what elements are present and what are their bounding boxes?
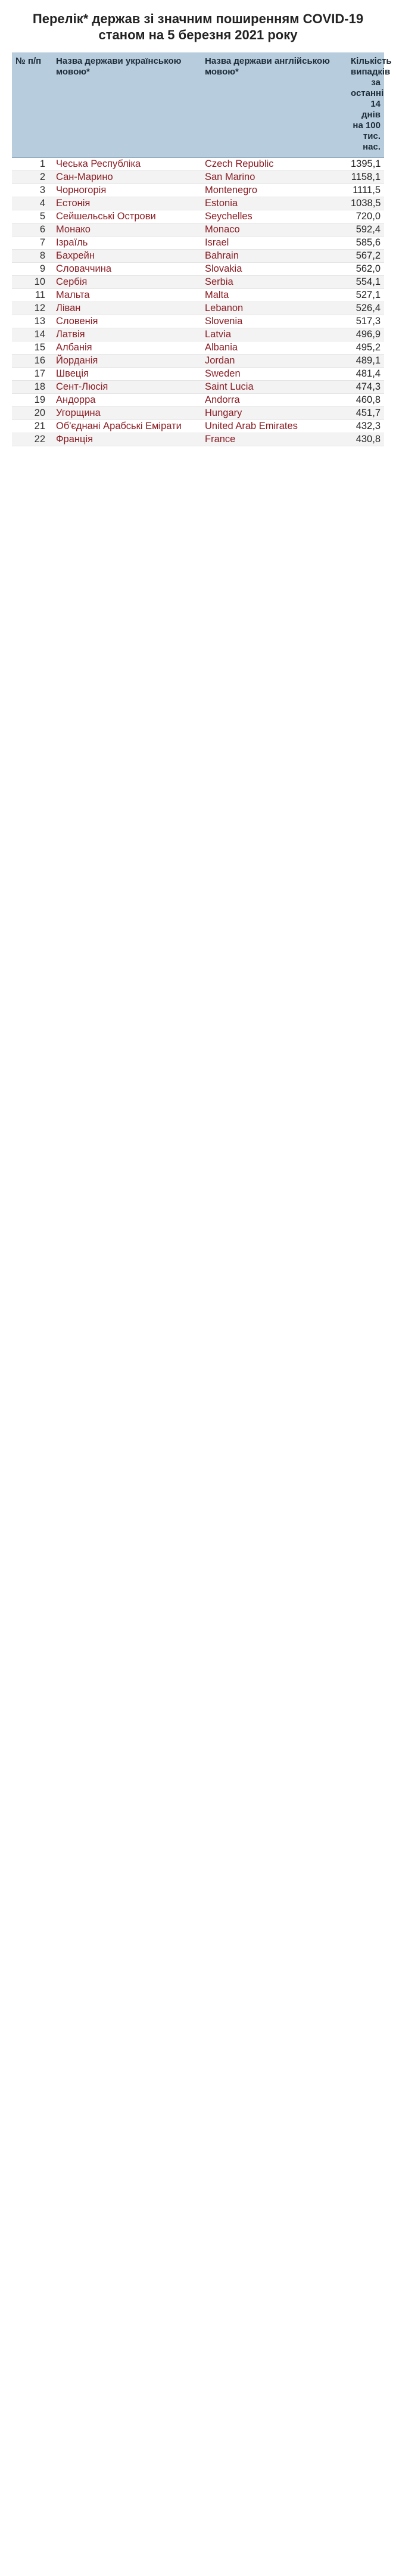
country-name-english: Sweden: [201, 368, 347, 381]
country-name-english: Serbia: [201, 276, 347, 289]
row-number: 2: [12, 171, 52, 184]
row-number: 9: [12, 263, 52, 276]
document-page: [0, 0, 396, 464]
header-cases-per-100k: Кількість випадків за останні 14 днів на 100 тис. нас.: [347, 52, 384, 158]
country-name-english: Slovakia: [201, 263, 347, 276]
cases-per-100k: 460,8: [347, 394, 384, 407]
cases-per-100k: 585,6: [347, 237, 384, 250]
cases-per-100k: 430,8: [347, 433, 384, 446]
countries-table: [12, 52, 392, 446]
table-row: [12, 184, 384, 197]
table-row: [12, 197, 384, 210]
country-name-english: Seychelles: [201, 210, 347, 223]
country-name-english: Malta: [201, 289, 347, 302]
table-row: [12, 223, 384, 237]
country-name-ukrainian: Об'єднані Арабські Емірати: [52, 420, 201, 433]
country-name-ukrainian: Словаччина: [52, 263, 201, 276]
country-name-ukrainian: Сербія: [52, 276, 201, 289]
header-number: № п/п: [12, 52, 52, 158]
table-row: [12, 289, 384, 302]
table-row: [12, 237, 384, 250]
cases-per-100k: 1158,1: [347, 171, 384, 184]
country-name-english: Monaco: [201, 223, 347, 237]
country-name-english: Latvia: [201, 328, 347, 341]
row-number: 3: [12, 184, 52, 197]
cases-per-100k: 496,9: [347, 328, 384, 341]
table-row: [12, 433, 384, 446]
row-number: 14: [12, 328, 52, 341]
country-name-ukrainian: Сан-Марино: [52, 171, 201, 184]
cases-per-100k: 432,3: [347, 420, 384, 433]
table-row: [12, 158, 384, 171]
country-name-english: San Marino: [201, 171, 347, 184]
country-name-ukrainian: Ізраїль: [52, 237, 201, 250]
cases-per-100k: 481,4: [347, 368, 384, 381]
country-name-english: Andorra: [201, 394, 347, 407]
table-row: [12, 210, 384, 223]
cases-per-100k: 592,4: [347, 223, 384, 237]
country-name-ukrainian: Чеська Республіка: [52, 158, 201, 171]
country-name-english: Albania: [201, 341, 347, 355]
row-number: 4: [12, 197, 52, 210]
country-name-ukrainian: Йорданія: [52, 355, 201, 368]
row-number: 19: [12, 394, 52, 407]
row-number: 5: [12, 210, 52, 223]
table-row: [12, 341, 384, 355]
country-name-english: Israel: [201, 237, 347, 250]
table-row: [12, 171, 384, 184]
row-number: 15: [12, 341, 52, 355]
table-body: [12, 158, 384, 446]
table-header: [12, 52, 392, 158]
country-name-english: United Arab Emirates: [201, 420, 347, 433]
cases-per-100k: 562,0: [347, 263, 384, 276]
country-name-english: Jordan: [201, 355, 347, 368]
cases-per-100k: 474,3: [347, 381, 384, 394]
country-name-english: Lebanon: [201, 302, 347, 315]
row-number: 8: [12, 250, 52, 263]
document-title: [12, 11, 384, 43]
header-name-english: Назва держави англійською мовою*: [201, 52, 347, 158]
cases-per-100k: 1038,5: [347, 197, 384, 210]
row-number: 7: [12, 237, 52, 250]
row-number: 20: [12, 407, 52, 420]
row-number: 21: [12, 420, 52, 433]
table-row: [12, 276, 384, 289]
row-number: 6: [12, 223, 52, 237]
table-row: [12, 394, 384, 407]
header-name-ukrainian: Назва держави українською мовою*: [52, 52, 201, 158]
row-number: 17: [12, 368, 52, 381]
country-name-ukrainian: Ліван: [52, 302, 201, 315]
country-name-ukrainian: Швеція: [52, 368, 201, 381]
cases-per-100k: 495,2: [347, 341, 384, 355]
country-name-ukrainian: Албанія: [52, 341, 201, 355]
table-row: [12, 263, 384, 276]
country-name-english: Saint Lucia: [201, 381, 347, 394]
country-name-english: Montenegro: [201, 184, 347, 197]
cases-per-100k: 517,3: [347, 315, 384, 328]
row-number: 12: [12, 302, 52, 315]
country-name-english: France: [201, 433, 347, 446]
table-row: [12, 407, 384, 420]
cases-per-100k: 1111,5: [347, 184, 384, 197]
country-name-english: Estonia: [201, 197, 347, 210]
country-name-ukrainian: Андорра: [52, 394, 201, 407]
country-name-ukrainian: Естонія: [52, 197, 201, 210]
title-line-2: станом на 5 березня 2021 року: [98, 27, 298, 42]
cases-per-100k: 554,1: [347, 276, 384, 289]
table-row: [12, 315, 384, 328]
row-number: 16: [12, 355, 52, 368]
row-number: 11: [12, 289, 52, 302]
country-name-ukrainian: Сейшельські Острови: [52, 210, 201, 223]
country-name-english: Bahrain: [201, 250, 347, 263]
cases-per-100k: 567,2: [347, 250, 384, 263]
row-number: 22: [12, 433, 52, 446]
table-row: [12, 368, 384, 381]
cases-per-100k: 489,1: [347, 355, 384, 368]
country-name-english: Czech Republic: [201, 158, 347, 171]
country-name-english: Hungary: [201, 407, 347, 420]
country-name-ukrainian: Франція: [52, 433, 201, 446]
row-number: 10: [12, 276, 52, 289]
country-name-ukrainian: Чорногорія: [52, 184, 201, 197]
country-name-english: Slovenia: [201, 315, 347, 328]
row-number: 13: [12, 315, 52, 328]
country-name-ukrainian: Мальта: [52, 289, 201, 302]
table-row: [12, 328, 384, 341]
table-row: [12, 355, 384, 368]
table-row: [12, 250, 384, 263]
country-name-ukrainian: Латвія: [52, 328, 201, 341]
country-name-ukrainian: Словенія: [52, 315, 201, 328]
cases-per-100k: 527,1: [347, 289, 384, 302]
cases-per-100k: 720,0: [347, 210, 384, 223]
table-row: [12, 302, 384, 315]
country-name-ukrainian: Монако: [52, 223, 201, 237]
row-number: 18: [12, 381, 52, 394]
country-name-ukrainian: Бахрейн: [52, 250, 201, 263]
title-line-1: Перелік* держав зі значним поширенням COVID-19: [32, 11, 364, 26]
country-name-ukrainian: Сент-Люсія: [52, 381, 201, 394]
row-number: 1: [12, 158, 52, 171]
table-row: [12, 381, 384, 394]
country-name-ukrainian: Угорщина: [52, 407, 201, 420]
cases-per-100k: 1395,1: [347, 158, 384, 171]
cases-per-100k: 451,7: [347, 407, 384, 420]
table-row: [12, 420, 384, 433]
cases-per-100k: 526,4: [347, 302, 384, 315]
